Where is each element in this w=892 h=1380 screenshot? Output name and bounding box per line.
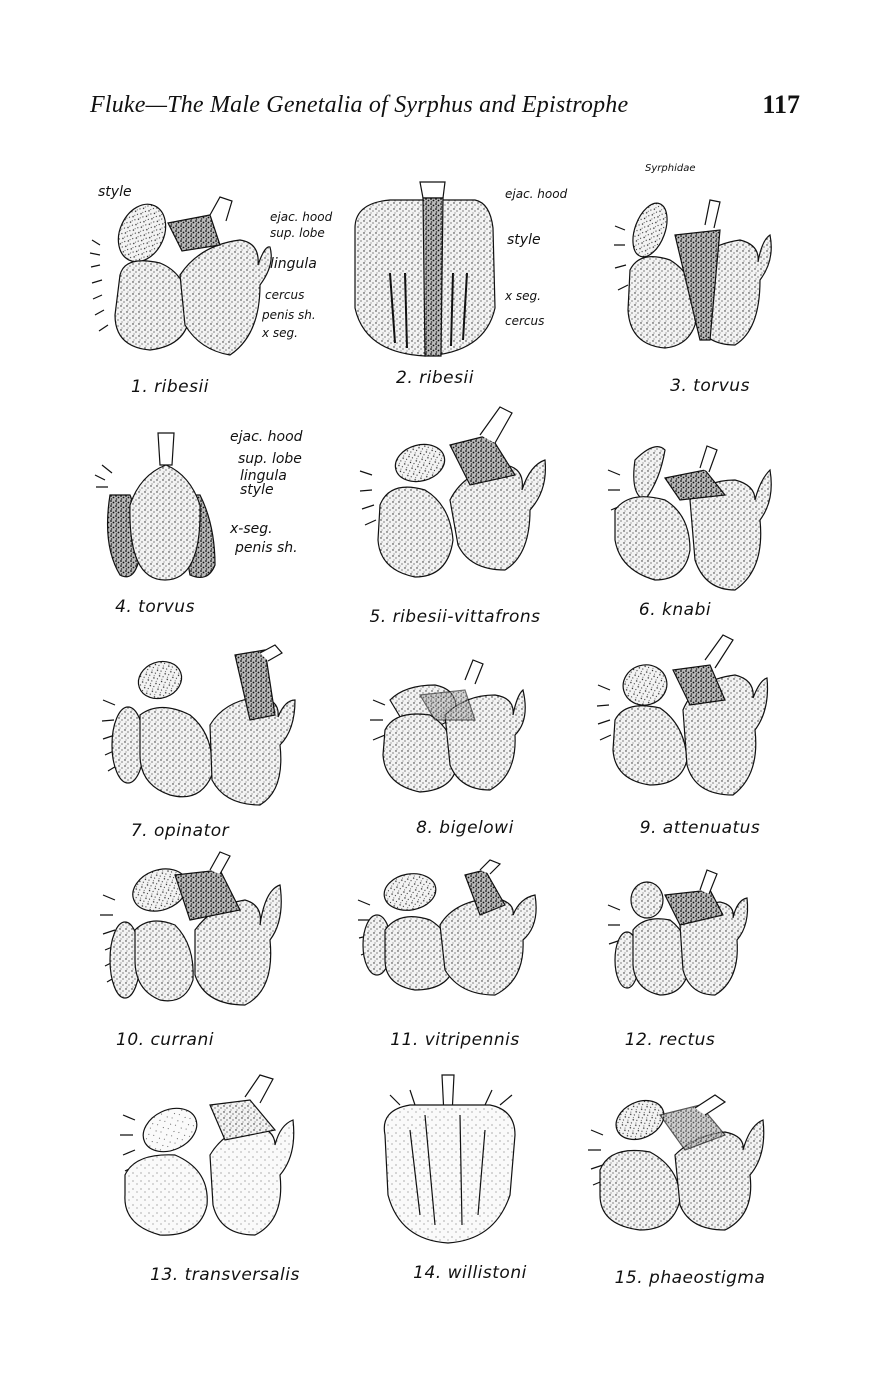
figure-5-drawing	[350, 405, 570, 585]
figure-15	[585, 1080, 805, 1290]
running-header	[90, 88, 800, 124]
label-cercus: cercus	[265, 288, 305, 302]
label-lingula: lingula	[270, 256, 317, 272]
figure-10	[95, 850, 315, 1060]
figure-10-caption: 10. currani	[116, 1030, 214, 1050]
label-style: style	[240, 482, 274, 498]
figure-3-drawing	[610, 190, 830, 370]
figure-5-caption: 5. ribesii-vittafrons	[369, 607, 541, 627]
label-x-seg: x seg.	[262, 326, 298, 340]
figure-12-caption: 12. rectus	[624, 1030, 716, 1050]
label-penis-sh: penis sh.	[262, 308, 316, 322]
label-ejac-hood: ejac. hood	[270, 210, 333, 224]
figure-7	[100, 645, 320, 855]
figure-4	[90, 425, 310, 635]
label-lingula: lingula	[240, 468, 287, 484]
label-x-seg: x-seg.	[230, 521, 273, 537]
figure-2	[345, 178, 568, 388]
figure-13	[115, 1075, 335, 1285]
label-style: style	[507, 232, 541, 248]
figure-6-drawing	[605, 440, 825, 620]
figure-12	[605, 870, 825, 1080]
figure-3-caption: 3. torvus	[670, 376, 750, 396]
figure-13-drawing	[115, 1075, 335, 1255]
label-x-seg: x seg.	[505, 289, 541, 303]
figure-6-caption: 6. knabi	[638, 600, 712, 620]
label-ejac-hood: ejac. hood	[230, 429, 303, 445]
figure-14	[370, 1075, 590, 1285]
figure-8-caption: 8. bigelowi	[416, 818, 514, 838]
label-sup-lobe: sup. lobe	[238, 451, 302, 467]
figure-7-caption: 7. opinator	[130, 821, 230, 841]
figure-8-drawing	[365, 660, 585, 840]
figure-11-caption: 11. vitripennis	[390, 1030, 520, 1050]
figure-14-caption: 14. willistoni	[413, 1263, 527, 1283]
label-sup-lobe: sup. lobe	[270, 226, 325, 240]
label-ejac-hood: ejac. hood	[505, 187, 568, 201]
family-label: Syrphidae	[645, 163, 696, 174]
figure-5	[350, 405, 570, 627]
figure-9	[595, 630, 815, 840]
figure-2-drawing	[345, 178, 568, 358]
figure-4-caption: 4. torvus	[115, 597, 195, 617]
figure-6	[605, 440, 825, 650]
label-style: style	[98, 184, 132, 200]
figure-13-caption: 13. transversalis	[150, 1265, 300, 1285]
figure-11-drawing	[355, 860, 575, 1040]
running-title: Fluke—The Male Genetalia of Syrphus and Epistrophe	[90, 92, 629, 118]
figure-14-drawing	[370, 1075, 590, 1255]
page-number: 117	[762, 90, 800, 119]
figure-11	[355, 860, 575, 1070]
figure-3	[610, 190, 830, 400]
figure-15-drawing	[585, 1080, 805, 1260]
figure-12-drawing	[605, 870, 825, 1050]
figure-10-drawing	[95, 850, 315, 1030]
figure-7-drawing	[100, 645, 320, 825]
figure-9-drawing	[595, 630, 815, 810]
figure-1	[90, 184, 333, 397]
figure-15-caption: 15. phaeostigma	[614, 1268, 766, 1288]
figure-1-caption: 1. ribesii	[131, 377, 209, 397]
figure-9-caption: 9. attenuatus	[639, 818, 761, 838]
figure-2-caption: 2. ribesii	[396, 368, 474, 388]
label-cercus: cercus	[505, 314, 545, 328]
label-penis-sh: penis sh.	[235, 540, 298, 556]
figure-8	[365, 660, 585, 870]
